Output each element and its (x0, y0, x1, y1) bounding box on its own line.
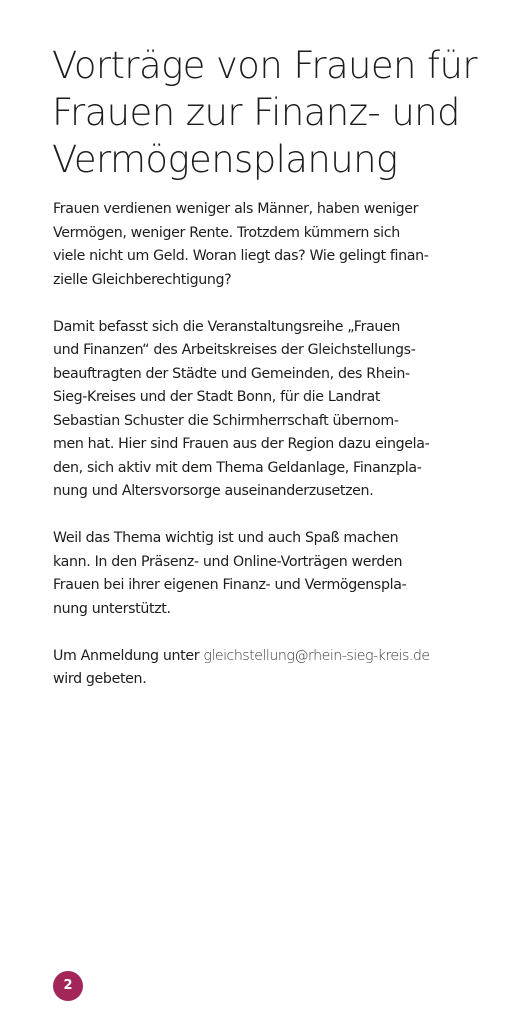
text-line (53, 645, 473, 669)
text-line: und Finanzen“ des Arbeitskreises der Gleichstellungs- (53, 342, 416, 358)
motivation-paragraph (53, 527, 473, 621)
page-title (52, 42, 492, 183)
event-series-paragraph (53, 316, 473, 504)
text-line: Damit befasst sich die Veranstaltungsreihe „Frauen (53, 318, 401, 335)
registration-paragraph (53, 645, 473, 692)
text-line: men hat. Hier sind Frauen aus der Region dazu eingela- (53, 436, 430, 452)
text-line: Sebastian Schuster die Schirmherrschaft übernom- (53, 412, 399, 429)
text-line: Frauen verdienen weniger als Männer, haben weniger (53, 201, 419, 217)
title-line: Vorträge von Frauen für (52, 44, 477, 87)
registration-email-link[interactable]: gleichstellung@rhein-sieg-kreis.de (203, 647, 430, 664)
text-line: Sieg-Kreises und der Stadt Bonn, für die Landrat (53, 389, 381, 405)
page-number-badge: 2 (53, 971, 83, 1001)
title-line: Frauen zur Finanz- und (52, 91, 460, 134)
text-line: beauftragten der Städte und Gemeinden, des Rhein- (53, 365, 410, 382)
title-line: Vermögensplanung (52, 138, 398, 181)
text-line: zielle Gleichberechtigung? (53, 271, 232, 288)
text-line: viele nicht um Geld. Woran liegt das? Wie gelingt finan- (53, 248, 429, 264)
text-line: Frauen bei ihrer eigenen Finanz- und Vermögenspla- (53, 577, 407, 593)
text-line: Vermögen, weniger Rente. Trotzdem kümmern sich (53, 224, 400, 241)
registration-prefix: Um Anmeldung unter (53, 647, 200, 664)
registration-suffix: wird gebeten. (53, 671, 147, 687)
body-text (53, 198, 473, 715)
intro-paragraph (53, 198, 473, 292)
text-line: nung unterstützt. (53, 600, 171, 617)
text-line: Weil das Thema wichtig ist und auch Spaß machen (53, 530, 399, 546)
text-line: kann. In den Präsenz- und Online-Vorträgen werden (53, 553, 403, 570)
text-line: nung und Altersvorsorge auseinanderzusetzen. (53, 483, 374, 499)
text-line: den, sich aktiv mit dem Thema Geldanlage, Finanzpla- (53, 459, 422, 476)
